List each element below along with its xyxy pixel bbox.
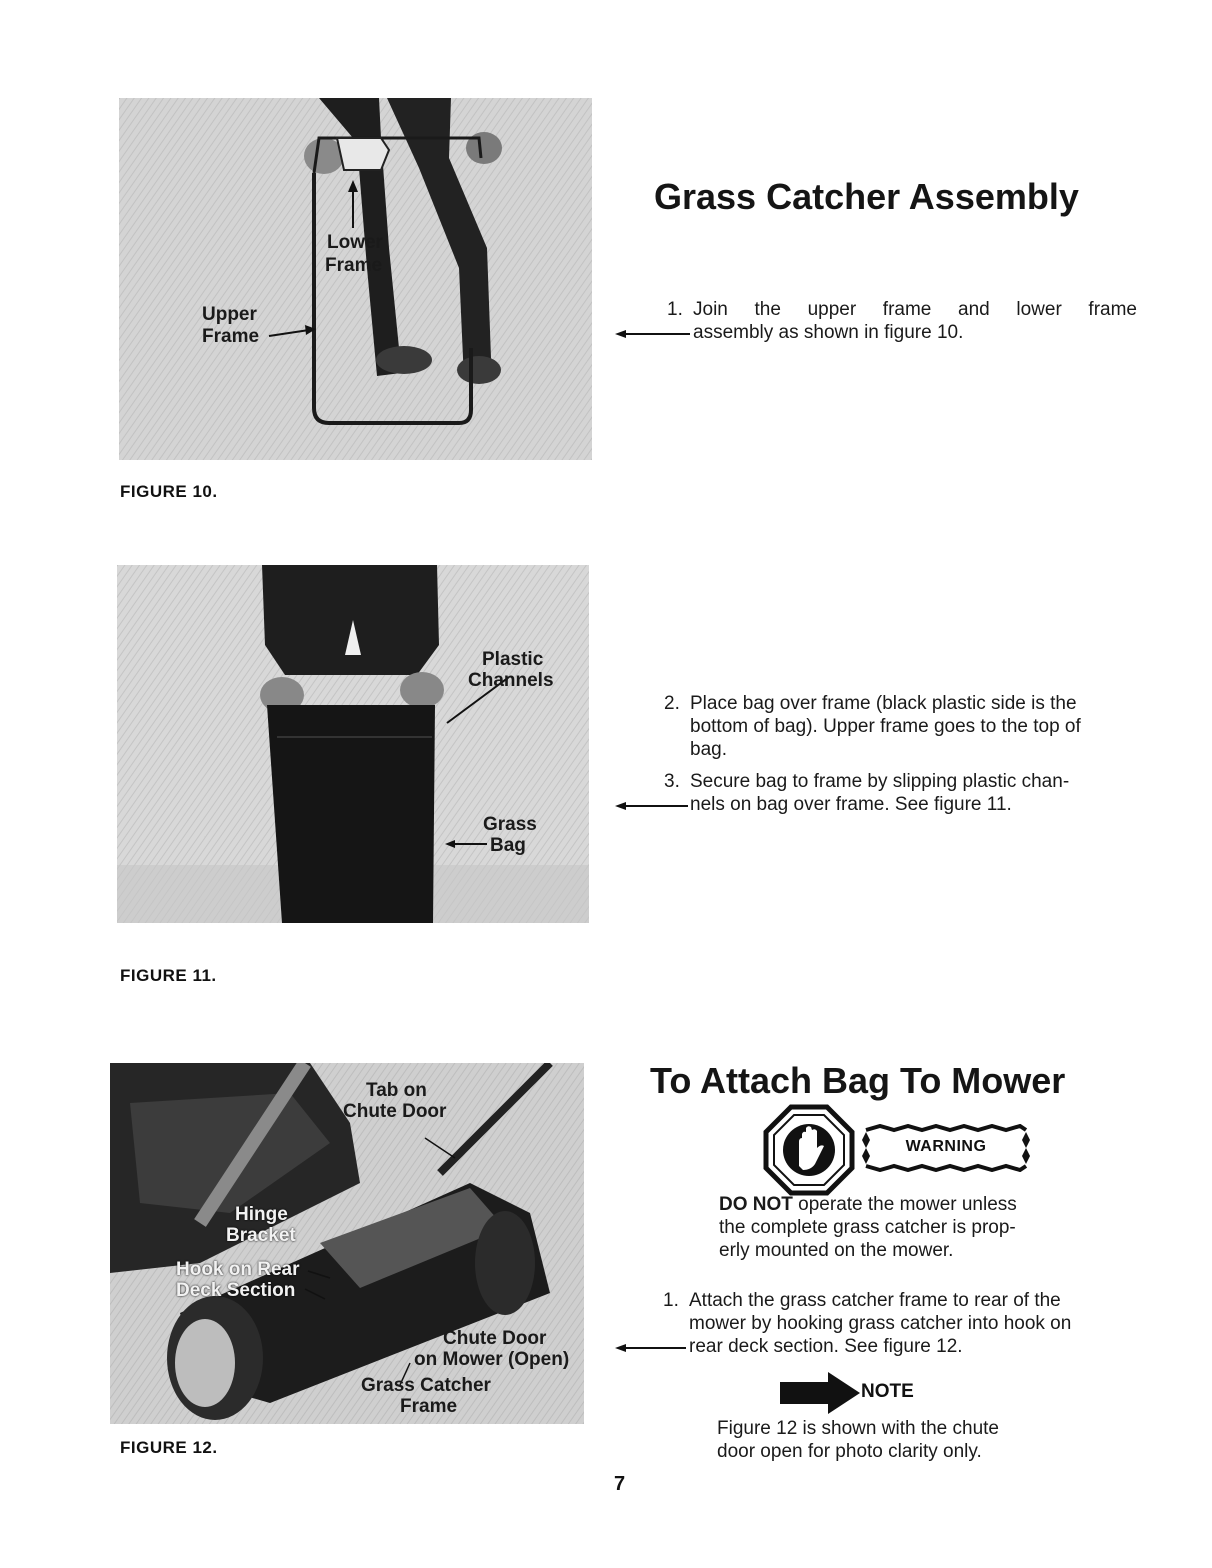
label-on-mower-open: on Mower (Open) [414, 1349, 570, 1370]
step-1-attach-frame [663, 1289, 1138, 1358]
label-upper-frame-2: Frame [202, 326, 260, 347]
step-text-line: nels on bag over frame. See figure 11. [690, 794, 1012, 815]
note-arrow-icon [780, 1372, 862, 1414]
note-label: NOTE [861, 1381, 914, 1402]
label-deck-section: Deck Section [176, 1280, 296, 1301]
pointer-arrow-icon [615, 1344, 626, 1352]
warning-line: operate the mower unless [792, 1194, 1017, 1215]
pointer-arrow-icon [615, 802, 626, 810]
note-line: door open for photo clarity only. [717, 1441, 982, 1462]
label-hook-on-rear: Hook on Rear [176, 1259, 300, 1280]
warning-emphasis: DO NOT [719, 1194, 793, 1215]
label-chute-door: Chute Door [343, 1101, 447, 1122]
step-number: 2. [664, 693, 680, 714]
warning-text [719, 1193, 1079, 1262]
step-text-line: Attach the grass catcher frame to rear of the [689, 1290, 1061, 1311]
figure-12-photo [110, 1063, 584, 1424]
note-line: Figure 12 is shown with the chute [717, 1418, 999, 1439]
note-text [717, 1417, 1097, 1463]
pointer-arrow-icon [615, 330, 626, 338]
step-3-secure-bag [664, 770, 1139, 816]
page-number: 7 [614, 1473, 626, 1495]
label-bracket: Bracket [226, 1225, 296, 1246]
step-number: 1. [663, 1290, 679, 1311]
label-grass-catcher: Grass Catcher [361, 1375, 491, 1396]
label-grass: Grass [483, 814, 537, 835]
figure-11-photo [117, 565, 589, 923]
step-text-line: Join the upper frame and lower frame [693, 299, 1137, 320]
label-hinge: Hinge [235, 1204, 288, 1225]
figure-11-caption: FIGURE 11. [120, 966, 217, 985]
step-2-place-bag [664, 692, 1139, 761]
label-upper-frame-1: Upper [202, 304, 257, 325]
step-text-line: assembly as shown in figure 10. [693, 322, 964, 343]
step-number: 3. [664, 771, 680, 792]
pointer-arrow-line [620, 333, 690, 335]
step-text-line: bag. [690, 739, 727, 760]
label-plastic: Plastic [482, 649, 544, 670]
heading-attach-bag-to-mower: To Attach Bag To Mower [650, 1060, 1066, 1101]
label-bag: Bag [490, 835, 526, 856]
heading-grass-catcher-assembly: Grass Catcher Assembly [654, 176, 1079, 217]
warning-label: WARNING [905, 1138, 987, 1155]
step-text-line: Secure bag to frame by slipping plastic chan- [690, 771, 1070, 792]
step-text-line: bottom of bag). Upper frame goes to the top of [690, 716, 1081, 737]
label-lower-frame-1: Lower [327, 232, 383, 253]
figure-12-caption: FIGURE 12. [120, 1438, 218, 1457]
figure-10-photo [119, 98, 592, 460]
warning-line: erly mounted on the mower. [719, 1240, 954, 1261]
pointer-arrow-line [620, 805, 688, 807]
warning-banner [860, 1124, 1032, 1172]
label-lower-frame-2: Frame [325, 255, 383, 276]
pointer-arrow-line [620, 1347, 686, 1349]
label-frame: Frame [400, 1396, 458, 1417]
label-channels: Channels [468, 670, 554, 691]
step-text-line: rear deck section. See figure 12. [689, 1336, 963, 1357]
step-number: 1. [667, 299, 683, 320]
label-tab-on: Tab on [366, 1080, 427, 1101]
step-text-line: mower by hooking grass catcher into hook on [689, 1313, 1072, 1334]
step-1-join-frames [667, 298, 1137, 344]
stop-hand-icon [763, 1104, 855, 1196]
figure-10-caption: FIGURE 10. [120, 482, 218, 501]
step-text-line: Place bag over frame (black plastic side is the [690, 693, 1077, 714]
warning-line: the complete grass catcher is prop- [719, 1217, 1016, 1238]
label-chute-door-open: Chute Door [443, 1328, 547, 1349]
